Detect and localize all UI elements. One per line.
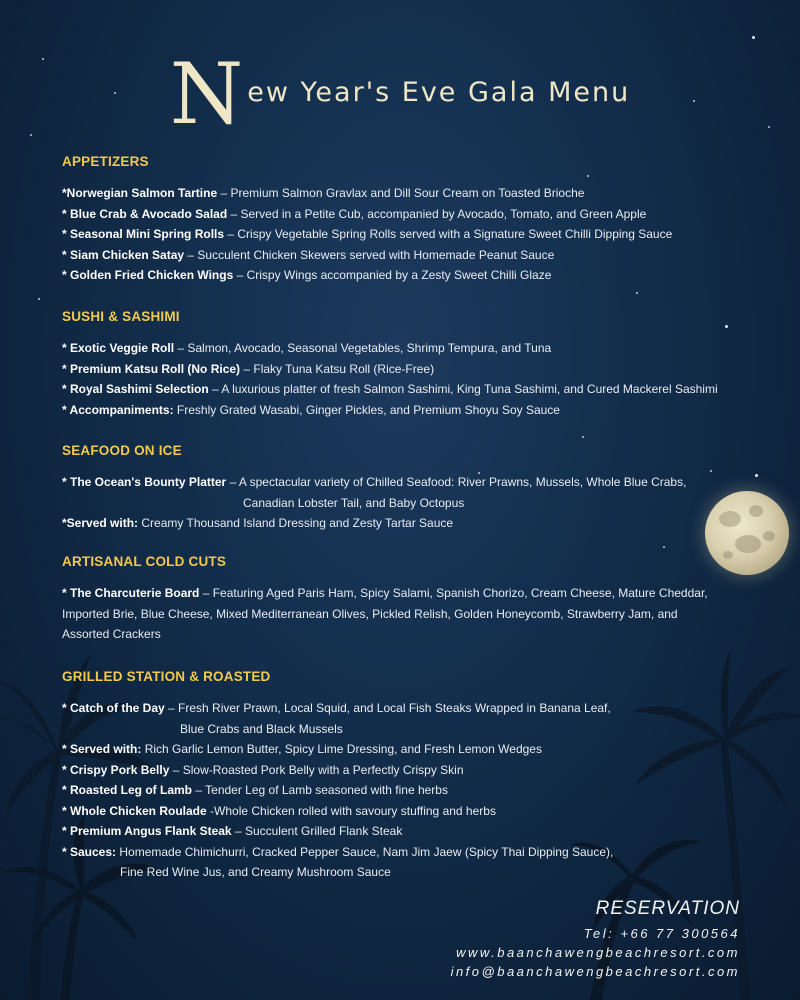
menu-item [62, 379, 762, 400]
menu-item [62, 400, 762, 421]
item-description: Creamy Thousand Island Dressing and Zesty Tartar Sauce [138, 516, 454, 530]
item-name: * Siam Chicken Satay [62, 247, 185, 262]
section-seafood-on-ice [62, 443, 762, 534]
item-description: – A luxurious platter of fresh Salmon Sashimi, King Tuna Sashimi, and Cured Mackerel Sashimi [208, 382, 718, 396]
menu-item [62, 183, 762, 204]
menu-item [62, 265, 762, 286]
title-initial: N [169, 45, 244, 143]
menu-item [62, 472, 762, 513]
item-description: – Tender Leg of Lamb seasoned with fine herbs [192, 783, 448, 797]
item-description: – Fresh River Prawn, Local Squid, and Local Fish Steaks Wrapped in Banana Leaf, [164, 701, 611, 715]
item-name: *Norwegian Salmon Tartine [62, 186, 218, 200]
section-heading: ARTISANAL COLD CUTS [62, 554, 227, 569]
section-heading: SUSHI & SASHIMI [62, 309, 180, 324]
section-grilled-station-roasted [62, 669, 762, 883]
item-name: * Golden Fried Chicken Wings [62, 268, 234, 282]
item-description: – Crispy Wings accompanied by a Zesty Sweet Chilli Glaze [233, 268, 552, 282]
item-description: Rich Garlic Lemon Butter, Spicy Lime Dressing, and Fresh Lemon Wedges [141, 742, 542, 756]
item-description: Freshly Grated Wasabi, Ginger Pickles, and Premium Shoyu Soy Sauce [173, 402, 560, 417]
item-description-continued: Blue Crabs and Black Mussels [180, 721, 343, 736]
section-appetizers [62, 154, 762, 286]
menu-title [0, 40, 800, 143]
item-description: – Succulent Grilled Flank Steak [231, 824, 403, 838]
item-description: – Succulent Chicken Skewers served with Homemade Peanut Sauce [184, 247, 555, 262]
item-description: – Crispy Vegetable Spring Rolls served with a Signature Sweet Chilli Dipping Sauce [224, 227, 673, 241]
menu-item [62, 245, 762, 266]
item-description: – Served in a Petite Cub, accompanied by Avocado, Tomato, and Green Apple [227, 206, 647, 221]
menu-item [62, 821, 762, 842]
menu-item [62, 801, 762, 822]
menu-item [62, 842, 762, 883]
reservation-title: RESERVATION [595, 898, 740, 919]
item-name: * Roasted Leg of Lamb [62, 783, 193, 797]
item-description: – Salmon, Avocado, Seasonal Vegetables, Shrimp Tempura, and Tuna [174, 341, 552, 355]
menu-item [62, 583, 762, 645]
item-description: – A spectacular variety of Chilled Seafood: River Prawns, Mussels, Whole Blue Crabs, [226, 475, 687, 489]
menu-item [62, 698, 762, 739]
item-description: Homemade Chimichurri, Cracked Pepper Sauce, Nam Jim Jaew (Spicy Thai Dipping Sauce), [116, 844, 614, 859]
reservation-block [451, 898, 740, 981]
item-name: * The Ocean's Bounty Platter [62, 475, 227, 489]
menu-item [62, 224, 762, 245]
item-name: * Served with: [62, 742, 142, 756]
item-name: *Served with: [62, 516, 139, 530]
section-heading: GRILLED STATION & ROASTED [62, 669, 271, 684]
item-name: * Whole Chicken Roulade [62, 803, 207, 818]
reservation-email-link[interactable]: info@baanchawengbeachresort.com [450, 964, 740, 979]
reservation-website-link[interactable]: www.baanchawengbeachresort.com [456, 945, 740, 960]
item-description-continued: Canadian Lobster Tail, and Baby Octopus [243, 495, 465, 510]
item-description: – Flaky Tuna Katsu Roll (Rice-Free) [240, 361, 435, 376]
item-name: * Sauces: [62, 844, 117, 859]
item-description: – Premium Salmon Gravlax and Dill Sour Cream on Toasted Brioche [217, 186, 585, 200]
section-heading: APPETIZERS [62, 154, 149, 169]
item-description-continued: Fine Red Wine Jus, and Creamy Mushroom Sauce [120, 865, 391, 879]
item-name: * Accompaniments: [62, 402, 174, 417]
item-description-continued: Imported Brie, Blue Cheese, Mixed Mediterranean Olives, Pickled Relish, Golden Honeycomb, Strawberry Jam, and [62, 606, 678, 621]
item-name: * The Charcuterie Board [62, 586, 200, 600]
item-name: * Catch of the Day [62, 701, 165, 715]
reservation-phone: Tel: +66 77 300564 [583, 926, 740, 941]
item-description-continued: Assorted Crackers [62, 627, 161, 641]
item-name: * Blue Crab & Avocado Salad [62, 206, 228, 221]
section-sushi-sashimi [62, 309, 762, 420]
menu-item [62, 739, 762, 760]
item-description: -Whole Chicken rolled with savoury stuffing and herbs [206, 803, 496, 818]
menu-item [62, 513, 762, 534]
item-description: – Slow-Roasted Pork Belly with a Perfectly Crispy Skin [169, 762, 464, 777]
item-name: * Royal Sashimi Selection [62, 382, 209, 396]
item-name: * Premium Katsu Roll (No Rice) [62, 361, 241, 376]
menu-item [62, 204, 762, 225]
section-heading: SEAFOOD ON ICE [62, 443, 182, 458]
item-name: * Seasonal Mini Spring Rolls [62, 227, 225, 241]
item-name: * Exotic Veggie Roll [62, 341, 175, 355]
section-artisanal-cold-cuts [62, 554, 762, 645]
item-description: – Featuring Aged Paris Ham, Spicy Salami, Spanish Chorizo, Cream Cheese, Mature Cheddar, [199, 586, 708, 600]
item-name: * Crispy Pork Belly [62, 762, 170, 777]
item-name: * Premium Angus Flank Steak [62, 824, 232, 838]
title-text: ew Year's Eve Gala Menu [247, 77, 631, 108]
menu-item [62, 780, 762, 801]
menu-item [62, 338, 762, 359]
menu-item [62, 760, 762, 781]
menu-item [62, 359, 762, 380]
